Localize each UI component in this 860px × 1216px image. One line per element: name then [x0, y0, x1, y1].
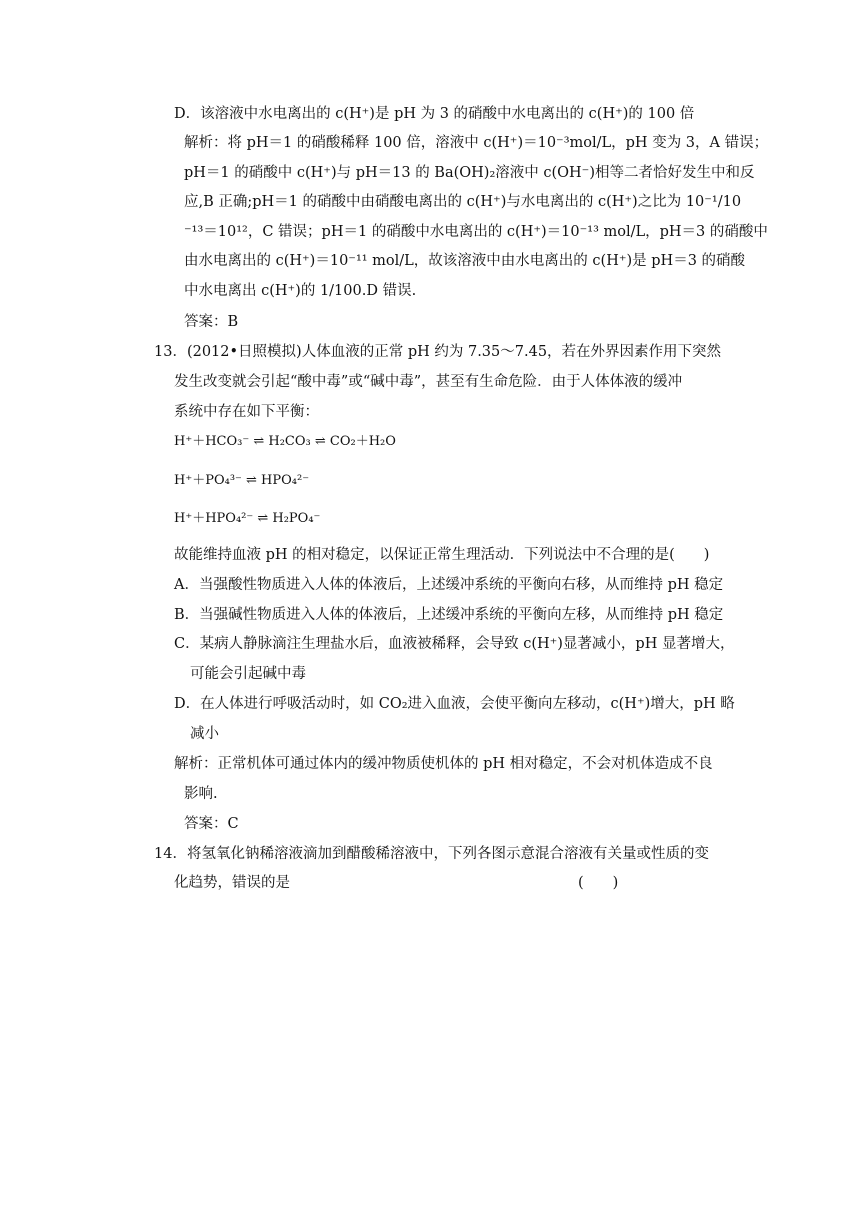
q13-stem-line-2: 发生改变就会引起“酸中毒”或“碱中毒”，甚至有生命危险．由于人体体液的缓冲 — [174, 374, 683, 390]
q14-answer-paren: ( ) — [578, 875, 619, 891]
q14-stem-line-2: 化趋势，错误的是 — [174, 875, 290, 891]
q12-analysis-line-1: 解析：将 pH＝1 的硝酸稀释 100 倍，溶液中 c(H⁺)＝10⁻³mol/L，pH 变为 3，A 错误； — [184, 135, 769, 151]
q12-answer: 答案：B — [184, 314, 239, 330]
q13-option-d-cont: 减小 — [190, 726, 219, 742]
q13-equation-3: H⁺＋HPO₄²⁻ ⇌ H₂PO₄⁻ — [174, 511, 321, 526]
q14-stem-line-1: 14．将氢氧化钠稀溶液滴加到醋酸稀溶液中，下列各图示意混合溶液有关量或性质的变 — [154, 846, 709, 862]
q12-analysis-line-6: 中水电离出 c(H⁺)的 1/100.D 错误. — [184, 283, 417, 299]
q13-question: 故能维持血液 pH 的相对稳定，以保证正常生理活动．下列说法中不合理的是( ) — [174, 547, 710, 563]
q13-stem-line-1: 13．(2012•日照模拟)人体血液的正常 pH 约为 7.35～7.45，若在外界因素作用下突然 — [154, 344, 722, 360]
q13-stem-line-3: 系统中存在如下平衡： — [174, 404, 319, 420]
q13-equation-2: H⁺＋PO₄³⁻ ⇌ HPO₄²⁻ — [174, 473, 310, 488]
q13-option-c-cont: 可能会引起碱中毒 — [190, 666, 306, 682]
q13-option-c: C．某病人静脉滴注生理盐水后，血液被稀释，会导致 c(H⁺)显著减小，pH 显著增大， — [174, 636, 735, 652]
q12-analysis-line-5: 由水电离出的 c(H⁺)＝10⁻¹¹ mol/L，故该溶液中由水电离出的 c(H⁺)是 pH＝3 的硝酸 — [184, 253, 746, 269]
q13-option-b: B．当强碱性物质进入人体的体液后，上述缓冲系统的平衡向左移，从而维持 pH 稳定 — [174, 607, 724, 623]
q13-option-d: D．在人体进行呼吸活动时，如 CO₂进入血液，会使平衡向左移动，c(H⁺)增大，pH 略 — [174, 696, 735, 712]
q13-analysis-line-2: 影响. — [184, 786, 218, 802]
q12-option-d: D．该溶液中水电离出的 c(H⁺)是 pH 为 3 的硝酸中水电离出的 c(H⁺)的 100 倍 — [174, 106, 695, 122]
q13-option-a: A．当强酸性物质进入人体的体液后，上述缓冲系统的平衡向右移，从而维持 pH 稳定 — [174, 577, 724, 593]
q12-analysis-line-3: 应,B 正确;pH＝1 的硝酸中由硝酸电离出的 c(H⁺)与水电离出的 c(H⁺)之比为 10⁻¹/10 — [184, 194, 742, 210]
q13-equation-1: H⁺＋HCO₃⁻ ⇌ H₂CO₃ ⇌ CO₂＋H₂O — [174, 434, 396, 449]
q12-analysis-line-2: pH＝1 的硝酸中 c(H⁺)与 pH＝13 的 Ba(OH)₂溶液中 c(OH⁻)相等二者恰好发生中和反 — [184, 165, 755, 181]
q13-answer: 答案：C — [184, 816, 239, 832]
q12-analysis-line-4: ⁻¹³＝10¹²，C 错误；pH＝1 的硝酸中水电离出的 c(H⁺)＝10⁻¹³ mol/L，pH＝3 的硝酸中 — [184, 224, 768, 240]
q13-analysis-line-1: 解析：正常机体可通过体内的缓冲物质使机体的 pH 相对稳定，不会对机体造成不良 — [174, 756, 713, 772]
